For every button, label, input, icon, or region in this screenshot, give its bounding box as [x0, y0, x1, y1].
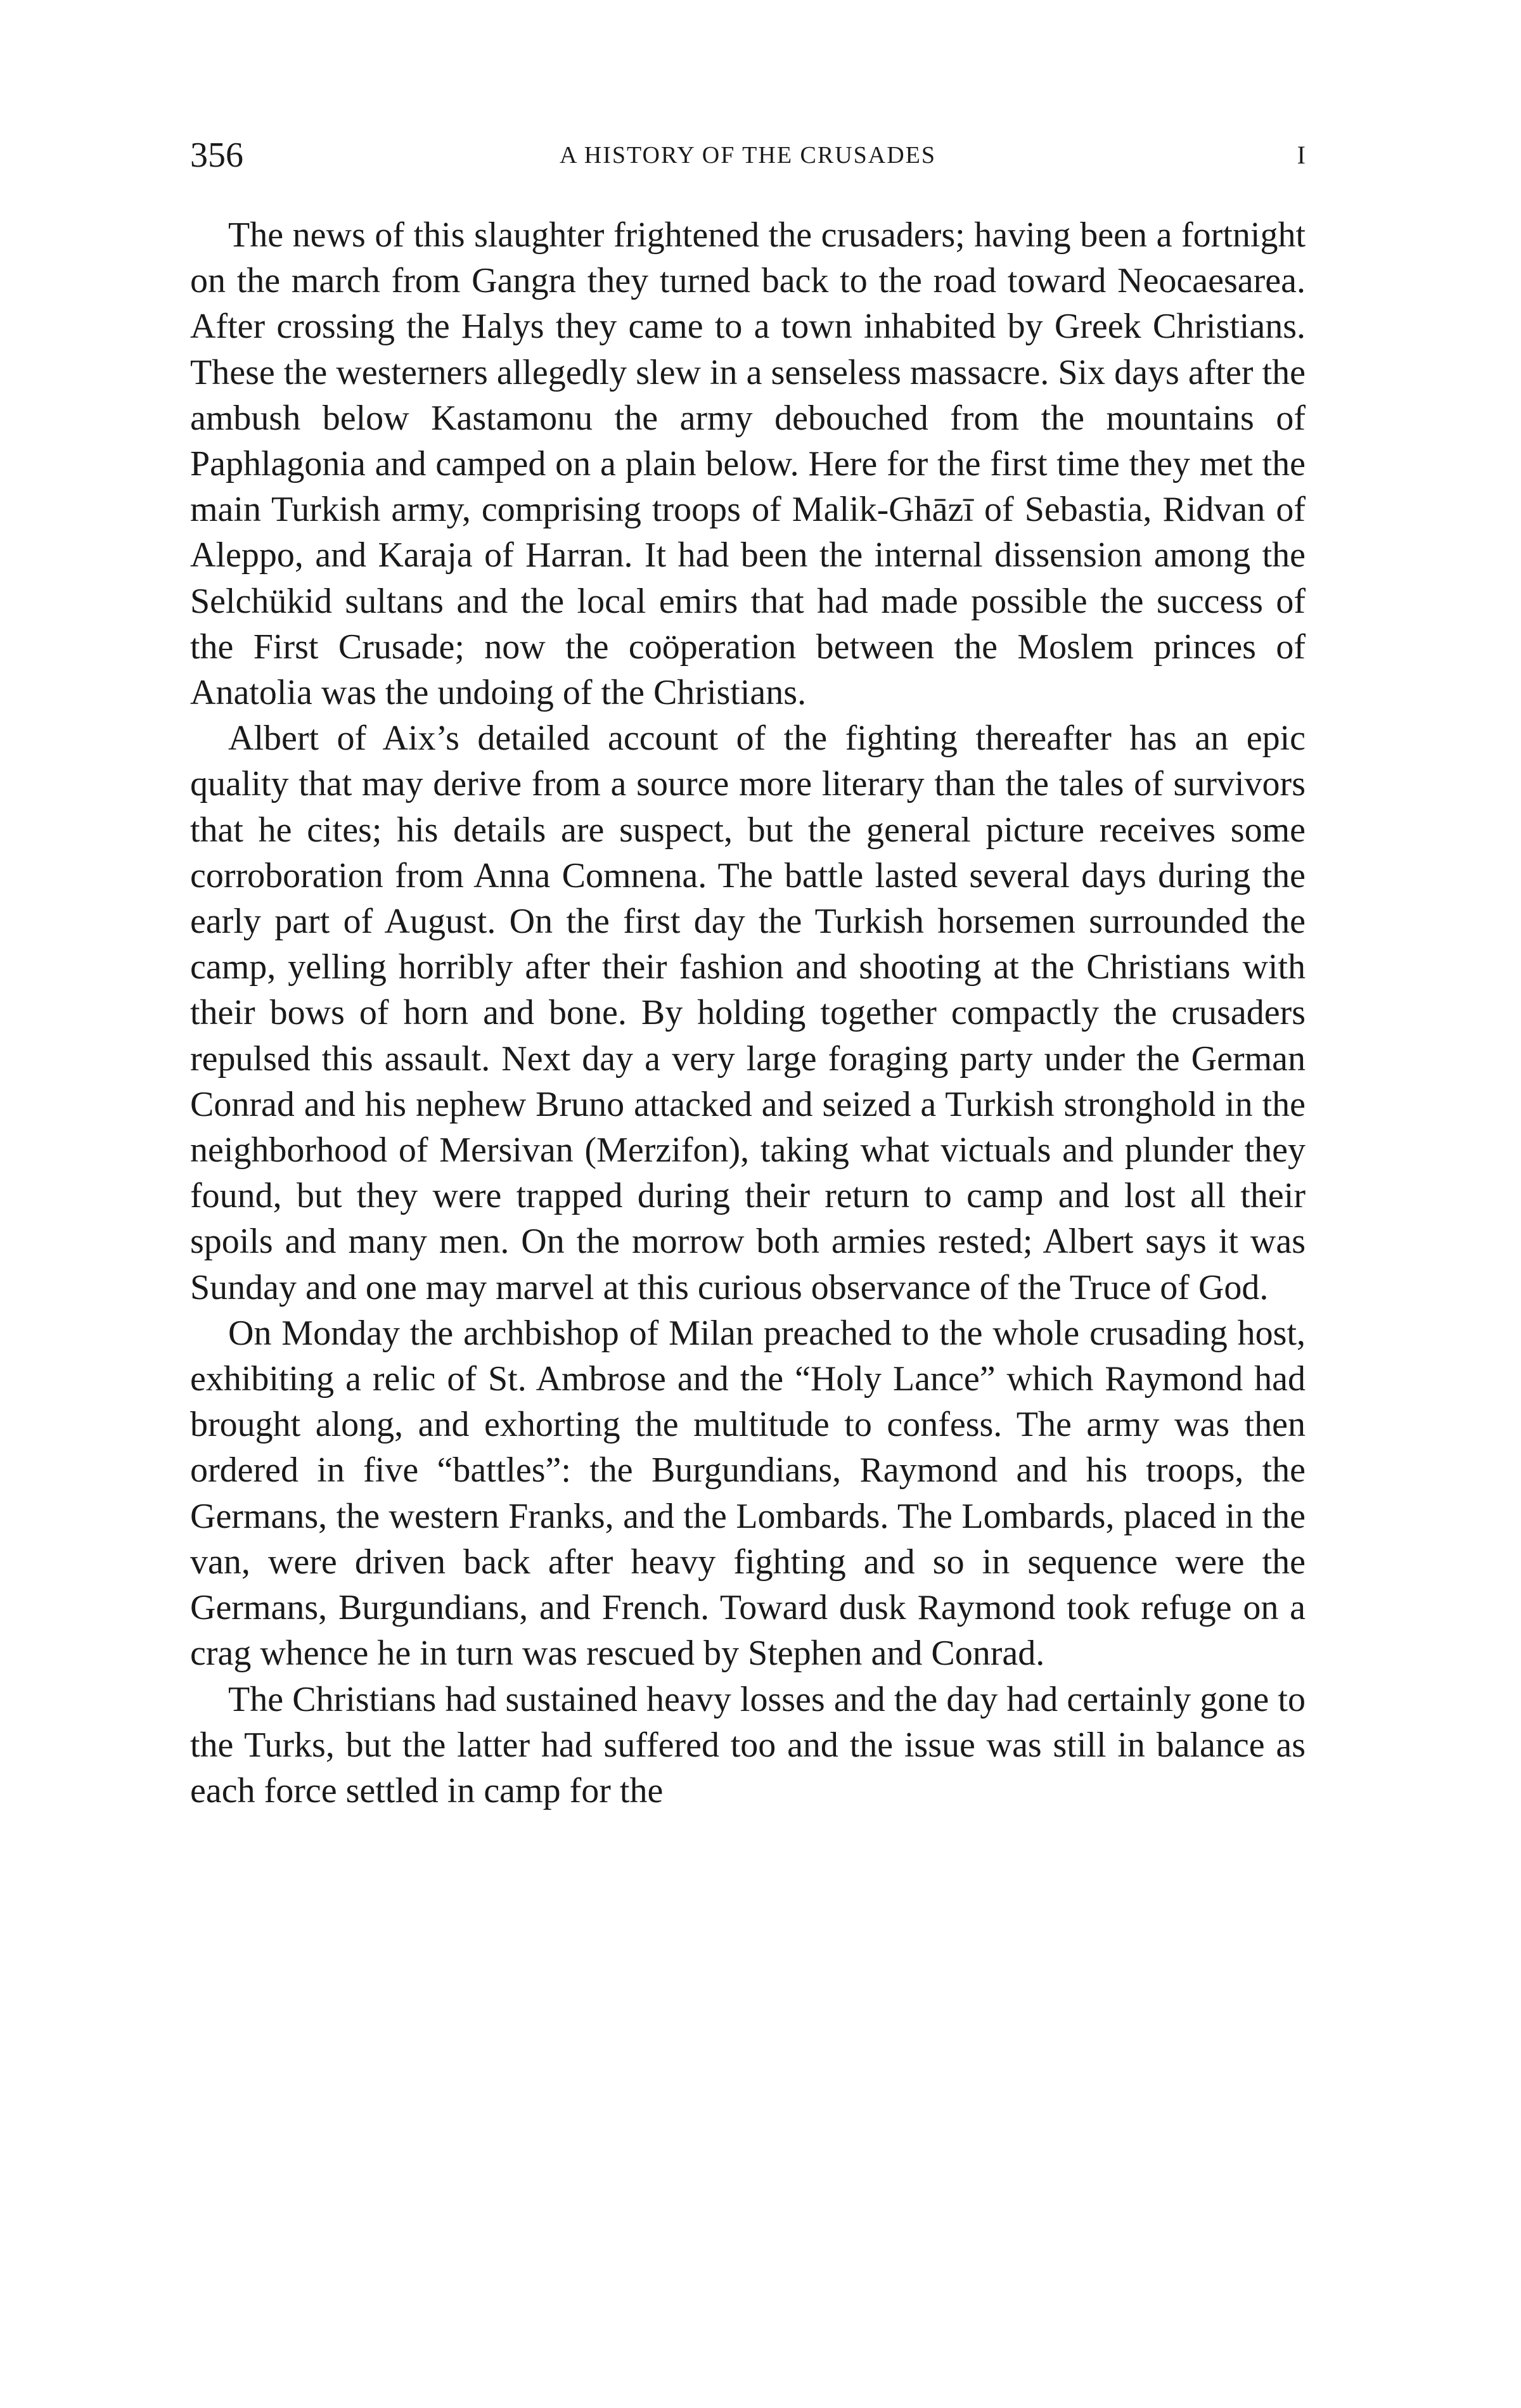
- book-title: A HISTORY OF THE CRUSADES: [559, 142, 937, 169]
- paragraph: Albert of Aix’s detailed account of the fighting thereafter has an epic quality that may derive from a source more literary than the tales of survivors that he cites; his details are suspect, but the general picture receives some corroboration from Anna Comnena. The battle lasted several days during the early part of August. On the first day the Turkish horsemen surrounded the camp, yelling horribly after their fashion and shooting at the Christians with their bows of horn and bone. By holding together compactly the crusaders repulsed this assault. Next day a very large foraging party under the German Conrad and his nephew Bruno attacked and seized a Turkish stronghold in the neighborhood of Mersivan (Merzifon), taking what victuals and plunder they found, but they were trapped during their return to camp and lost all their spoils and many men. On the morrow both armies rested; Albert says it was Sunday and one may marvel at this curious observance of the Truce of God.: [190, 719, 1306, 1307]
- paragraph: On Monday the archbishop of Milan preached to the whole crusading host, exhibiting a relic of St. Ambrose and the “Holy Lance” which Raymond had brought along, and exhorting the multitude to confess. The army was then ordered in five “battles”: the Burgundians, Raymond and his troops, the Germans, the western Franks, and the Lombards. The Lombards, placed in the van, were driven back after heavy fighting and so in sequence were the Germans, Burgundians, and French. Toward dusk Raymond took refuge on a crag whence he in turn was rescued by Stephen and Conrad.: [190, 1313, 1306, 1674]
- paragraph: The news of this slaughter frightened the crusaders; having been a fortnight on the march from Gangra they turned back to the road toward Neocaesarea. After crossing the Halys they came to a town inhabited by Greek Christians. These the westerners allegedly slew in a senseless massacre. Six days after the ambush below Kastamonu the army debouched from the mountains of Paphlagonia and camped on a plain below. Here for the first time they met the main Turkish army, comprising troops of Malik-Ghāzī of Sebastia, Ridvan of Aleppo, and Karaja of Harran. It had been the internal dissension among the Selchükid sultans and the local emirs that had made possible the success of the First Crusade; now the coöperation between the Moslem princes of Anatolia was the undoing of the Christians.: [190, 215, 1306, 713]
- page-number: 356: [190, 136, 243, 175]
- body-text: [190, 212, 1306, 1814]
- volume-number: I: [1297, 141, 1306, 169]
- running-head: [190, 130, 1306, 181]
- book-page: [190, 130, 1306, 1814]
- paragraph: The Christians had sustained heavy losses and the day had certainly gone to the Turks, but the latter had suffered too and the issue was still in balance as each force settled in camp for the: [190, 1679, 1306, 1810]
